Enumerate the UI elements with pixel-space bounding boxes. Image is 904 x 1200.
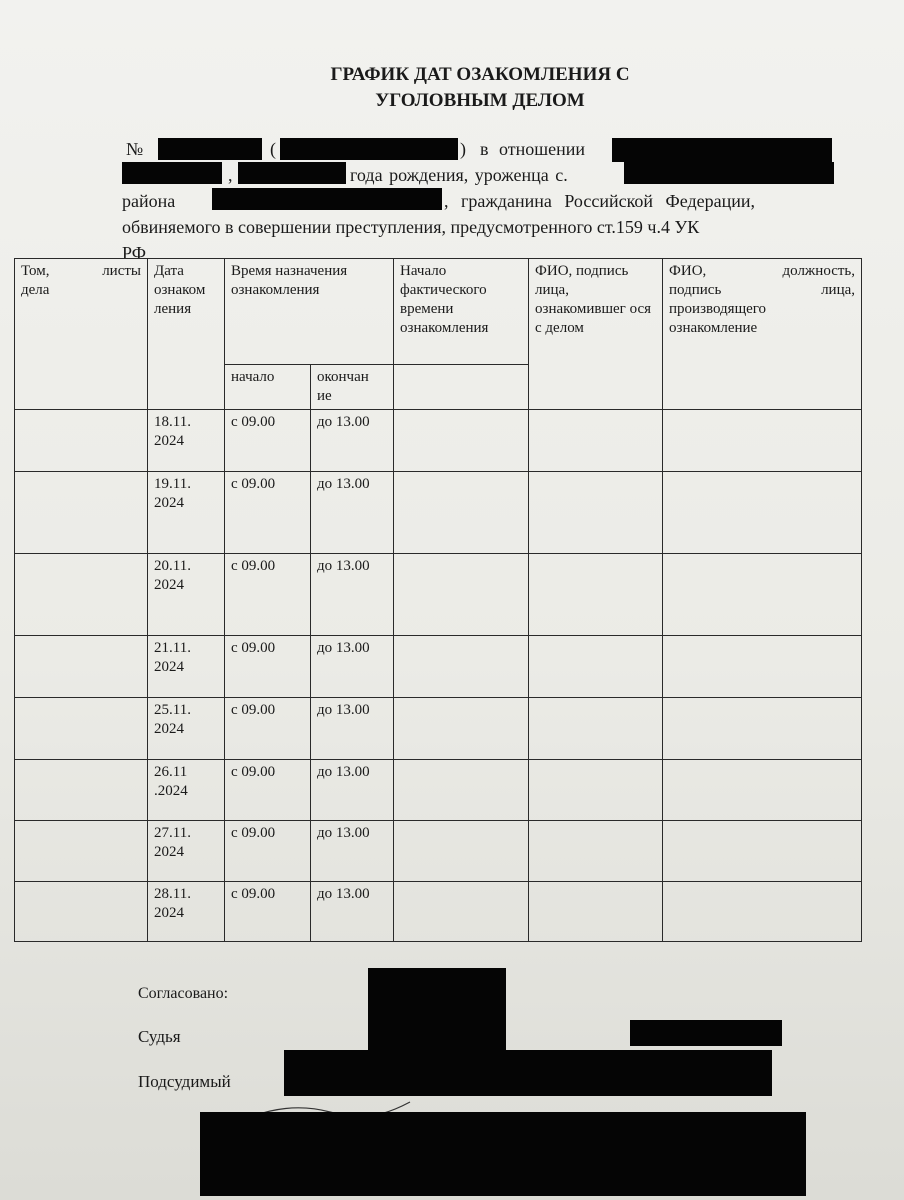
number-sign: № <box>126 139 144 159</box>
rf-text: РФ <box>122 243 146 263</box>
table-row <box>15 882 862 942</box>
row-date: 28.11. 2024 <box>148 882 225 942</box>
intro-paragraph <box>122 136 832 266</box>
row-end: до 13.00 <box>311 410 394 472</box>
row-start: с 09.00 <box>225 821 311 882</box>
in-relation-text: в отношении <box>480 139 586 159</box>
row-start: с 09.00 <box>225 698 311 760</box>
header-time: Время назначения ознакомления <box>225 259 394 365</box>
row-end: до 13.00 <box>311 698 394 760</box>
header-fio-official: ФИО, должность, подпись лица, производящего ознакомление <box>663 259 862 410</box>
redacted-signature-block <box>200 1112 806 1196</box>
accused-text: обвиняемого в совершении преступления, предусмотренного ст.159 ч.4 УК <box>122 217 700 237</box>
row-start: с 09.00 <box>225 410 311 472</box>
birth-year-text: года рождения, уроженца с. <box>350 165 568 185</box>
redacted-birth-date <box>238 162 346 184</box>
header-end: окончан ие <box>311 365 394 410</box>
schedule-table <box>14 258 862 942</box>
header-fio-signer: ФИО, подпись лица, ознакомившег ося с делом <box>529 259 663 410</box>
redacted-birth-place <box>624 162 834 184</box>
row-start: с 09.00 <box>225 882 311 942</box>
table-header-row <box>15 259 862 365</box>
row-date: 21.11. 2024 <box>148 636 225 698</box>
title-line-1: ГРАФИК ДАТ ОЗАКОМЛЕНИЯ С <box>330 64 630 85</box>
row-date: 18.11. 2024 <box>148 410 225 472</box>
table-row <box>15 636 862 698</box>
redacted-district <box>212 188 442 210</box>
document-title <box>200 62 760 114</box>
table-row <box>15 821 862 882</box>
row-date: 20.11. 2024 <box>148 554 225 636</box>
row-start: с 09.00 <box>225 760 311 821</box>
row-start: с 09.00 <box>225 554 311 636</box>
paren-open: ( <box>270 139 276 159</box>
header-start: начало <box>225 365 311 410</box>
redacted-defendant-name <box>284 1050 772 1096</box>
redacted-case-id <box>280 138 458 160</box>
judge-label: Судья <box>138 1027 181 1046</box>
row-date: 27.11. 2024 <box>148 821 225 882</box>
header-volume: Том, листы дела <box>15 259 148 410</box>
row-date: 19.11. 2024 <box>148 472 225 554</box>
row-date: 25.11. 2024 <box>148 698 225 760</box>
redacted-name-part <box>122 162 222 184</box>
table-row <box>15 760 862 821</box>
comma-text: , <box>228 165 233 185</box>
defendant-label: Подсудимый <box>138 1072 231 1091</box>
redacted-case-number <box>158 138 262 160</box>
row-end: до 13.00 <box>311 472 394 554</box>
row-start: с 09.00 <box>225 472 311 554</box>
redacted-judge-name <box>630 1020 782 1046</box>
redacted-approval-signature <box>368 968 506 1054</box>
row-start: с 09.00 <box>225 636 311 698</box>
redacted-person-name <box>612 138 832 162</box>
row-end: до 13.00 <box>311 554 394 636</box>
paren-close: ) <box>460 139 466 159</box>
header-date: Дата ознаком ления <box>148 259 225 410</box>
row-date: 26.11 .2024 <box>148 760 225 821</box>
table-row <box>15 698 862 760</box>
agreed-label: Согласовано: <box>138 985 229 1002</box>
header-actual-start: Начало фактического времени ознакомления <box>394 259 529 365</box>
district-text: района <box>122 191 176 211</box>
citizen-text: , гражданина Российской Федерации, <box>444 191 756 211</box>
row-end: до 13.00 <box>311 636 394 698</box>
table-row <box>15 554 862 636</box>
title-line-2: УГОЛОВНЫМ ДЕЛОМ <box>375 90 585 111</box>
row-end: до 13.00 <box>311 882 394 942</box>
table-row <box>15 410 862 472</box>
row-end: до 13.00 <box>311 821 394 882</box>
row-end: до 13.00 <box>311 760 394 821</box>
header-actual-start-sub <box>394 365 529 410</box>
table-row <box>15 472 862 554</box>
